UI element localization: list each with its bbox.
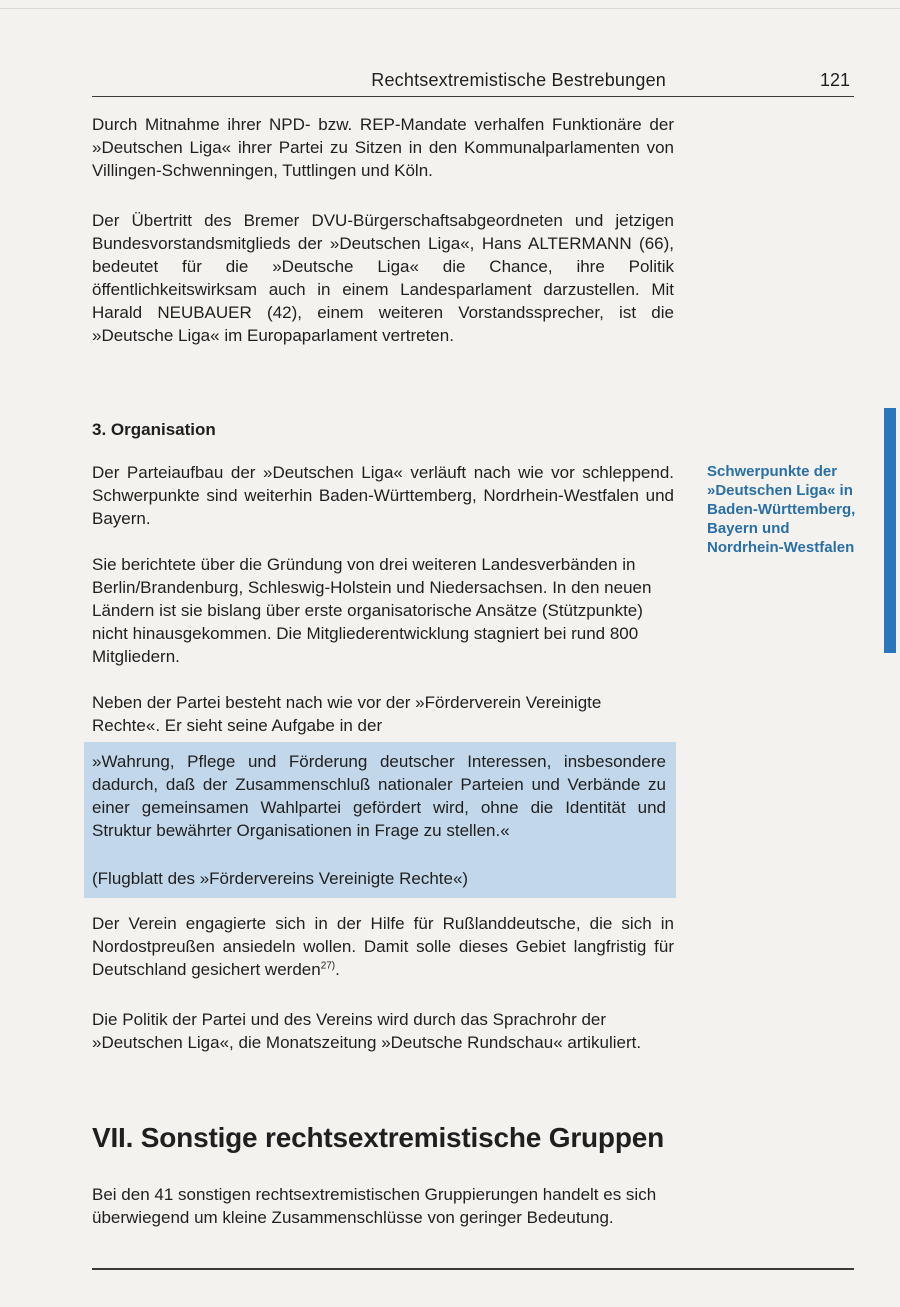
paragraph-mandates: Durch Mitnahme ihrer NPD- bzw. REP-Mandate verhalfen Funktionäre der »Deutschen Liga« ihrer Partei zu Sitzen in den Kommunalparlamenten von Villingen-Schwenningen, Tuttlingen und Köln. [92,115,674,180]
paragraph-altermann: Der Übertritt des Bremer DVU-Bürgerschaftsabgeordneten und jetzigen Bundesvorstandsmitglieds der »Deutschen Liga«, Hans ALTERMANN (66), bedeutet für die »Deutsche Liga« die Chance, ihre Politik öffentlichkeitswirksam auch in einem Landesparlament darzustellen. Mit Harald NEUBAUER (42), einem weiteren Vorstandssprecher, ist die »Deutsche Liga« im Europaparlament vertreten. [92,211,674,345]
quote-source: (Flugblatt des »Fördervereins Vereinigte Rechte«) [92,869,469,888]
margin-marker-bar [884,408,896,653]
running-title: Rechtsextremistische Bestrebungen [371,70,666,90]
margin-note: Schwerpunkte der »Deutschen Liga« in Baden-Württemberg, Bayern und Nordrhein-Westfalen [707,463,856,556]
paragraph-russlanddeutsche [92,912,674,981]
footnote-reference: 27) [320,960,336,972]
paragraph-sonstige-gruppen: Bei den 41 sonstigen rechtsextremistischen Gruppierungen handelt es sich überwiegend um kleine Zusammenschlüsse von geringer Bedeutung. [92,1185,657,1227]
paragraph-sprachrohr: Die Politik der Partei und des Vereins wird durch das Sprachrohr der »Deutschen Liga«, die Monatszeitung »Deutsche Rundschau« artikuliert. [92,1010,642,1052]
paragraph-foerderverein: Neben der Partei besteht nach wie vor der »Förderverein Vereinigte Rechte«. Er sieht seine Aufgabe in der [92,693,602,735]
paragraph-russlanddeutsche-text: Der Verein engagierte sich in der Hilfe für Rußlanddeutsche, die sich in Nordostpreußen ansiedeln wollen. Damit solle dieses Gebiet langfristig für Deutschland gesichert werden [92,914,674,979]
scan-top-edge [0,8,900,9]
paragraph-end-punctuation: . [335,960,340,979]
page-header [92,66,854,97]
section-number: 3. [92,420,107,439]
section-title: Organisation [110,420,216,439]
paragraph-parteiaufbau: Der Parteiaufbau der »Deutschen Liga« verläuft nach wie vor schleppend. Schwerpunkte sind weiterhin Baden-Württemberg, Nordrhein-Westfalen und Bayern. [92,463,674,528]
footer-rule [92,1268,854,1270]
quote-text: »Wahrung, Pflege und Förderung deutscher Interessen, insbesondere dadurch, daß der Zusammenschluß nationaler Parteien und Verbände zu einer gemeinsamen Wahlpartei gefördert wird, ohne die Identität und Struktur bewährter Organisationen in Frage zu stellen.« [92,752,666,840]
chapter-heading: VII. Sonstige rechtsextremistische Gruppen [92,1122,664,1153]
section-heading [92,420,216,440]
paragraph-landesverbaende: Sie berichtete über die Gründung von drei weiteren Landesverbänden in Berlin/Brandenburg, Schleswig-Holstein und Niedersachsen. In den neuen Ländern ist sie bislang über erste organisatorische Ansätze (Stützpunkte) nicht hinausgekommen. Die Mitgliederentwicklung stagniert bei rund 800 Mitgliedern. [92,555,652,666]
page-number: 121 [819,70,850,90]
